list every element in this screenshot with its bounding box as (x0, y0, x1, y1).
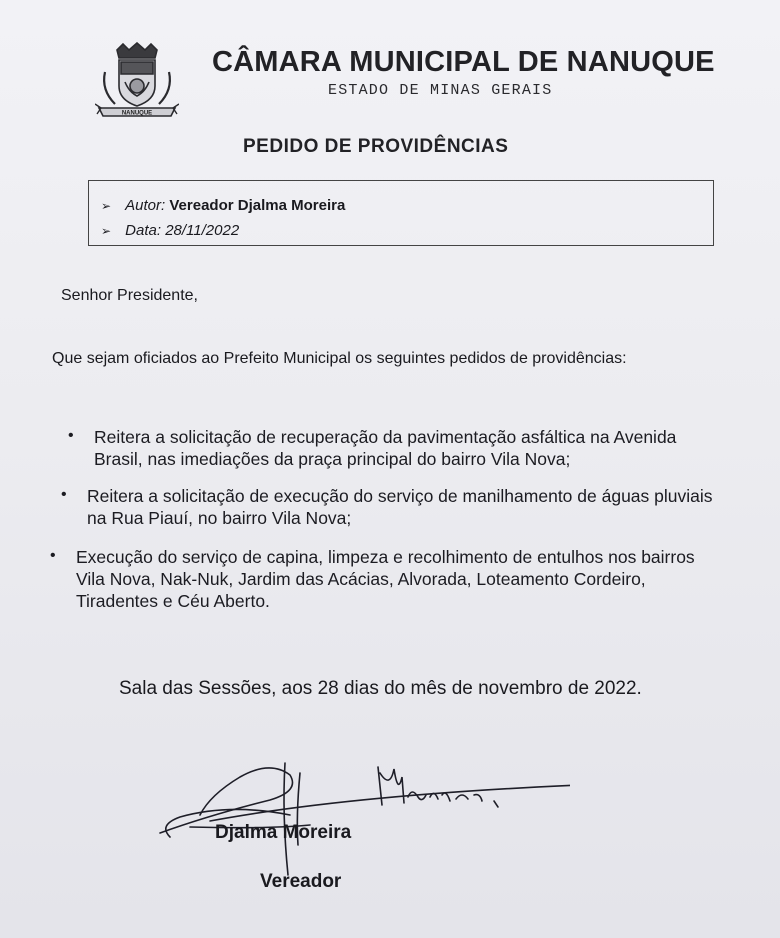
arrow-bullet-icon: ➢ (101, 199, 112, 213)
chamber-title: CÂMARA MUNICIPAL DE NANUQUE (212, 46, 715, 78)
date-value: 28/11/2022 (165, 222, 240, 239)
request-item (61, 485, 757, 529)
date-label: Data: (125, 222, 162, 239)
author-line (101, 197, 345, 214)
request-line: na Rua Piauí, no bairro Vila Nova; (87, 508, 352, 528)
request-item (50, 546, 756, 612)
crest-banner-text: NANUQUE (121, 110, 153, 117)
arrow-bullet-icon: ➢ (101, 224, 112, 238)
author-label: Autor: (125, 197, 166, 214)
request-line: Execução do serviço de capina, limpeza e recolhimento de entulhos nos bairros (76, 547, 695, 567)
author-info-box (88, 180, 714, 246)
coat-of-arms-icon (95, 42, 179, 122)
request-line: Vila Nova, Nak-Nuk, Jardim das Acácias, Alvorada, Loteamento Cordeiro, (76, 569, 646, 589)
author-value: Vereador Djalma Moreira (169, 197, 346, 214)
request-line: Brasil, nas imediações da praça principal do bairro Vila Nova; (94, 449, 571, 469)
signer-role: Vereador (260, 871, 342, 892)
dot-bullet-icon: • (68, 427, 74, 444)
date-line (101, 222, 239, 239)
intro-paragraph: Que sejam oficiados ao Prefeito Municipal os seguintes pedidos de providências: (52, 350, 627, 367)
dot-bullet-icon: • (50, 547, 56, 564)
request-line: Tiradentes e Céu Aberto. (76, 591, 270, 611)
closing-line: Sala das Sessões, aos 28 dias do mês de novembro de 2022. (119, 678, 642, 699)
request-item (68, 426, 762, 470)
request-line: Reitera a solicitação de recuperação da pavimentação asfáltica na Avenida (94, 427, 677, 447)
salutation: Senhor Presidente, (61, 287, 198, 304)
state-subtitle: ESTADO DE MINAS GERAIS (328, 82, 553, 99)
handwritten-signature (150, 755, 570, 895)
request-line: Reitera a solicitação de execução do serviço de manilhamento de águas pluviais (87, 486, 713, 506)
document-type-heading: PEDIDO DE PROVIDÊNCIAS (243, 136, 509, 157)
signer-name: Djalma Moreira (215, 822, 352, 843)
dot-bullet-icon: • (61, 486, 67, 503)
